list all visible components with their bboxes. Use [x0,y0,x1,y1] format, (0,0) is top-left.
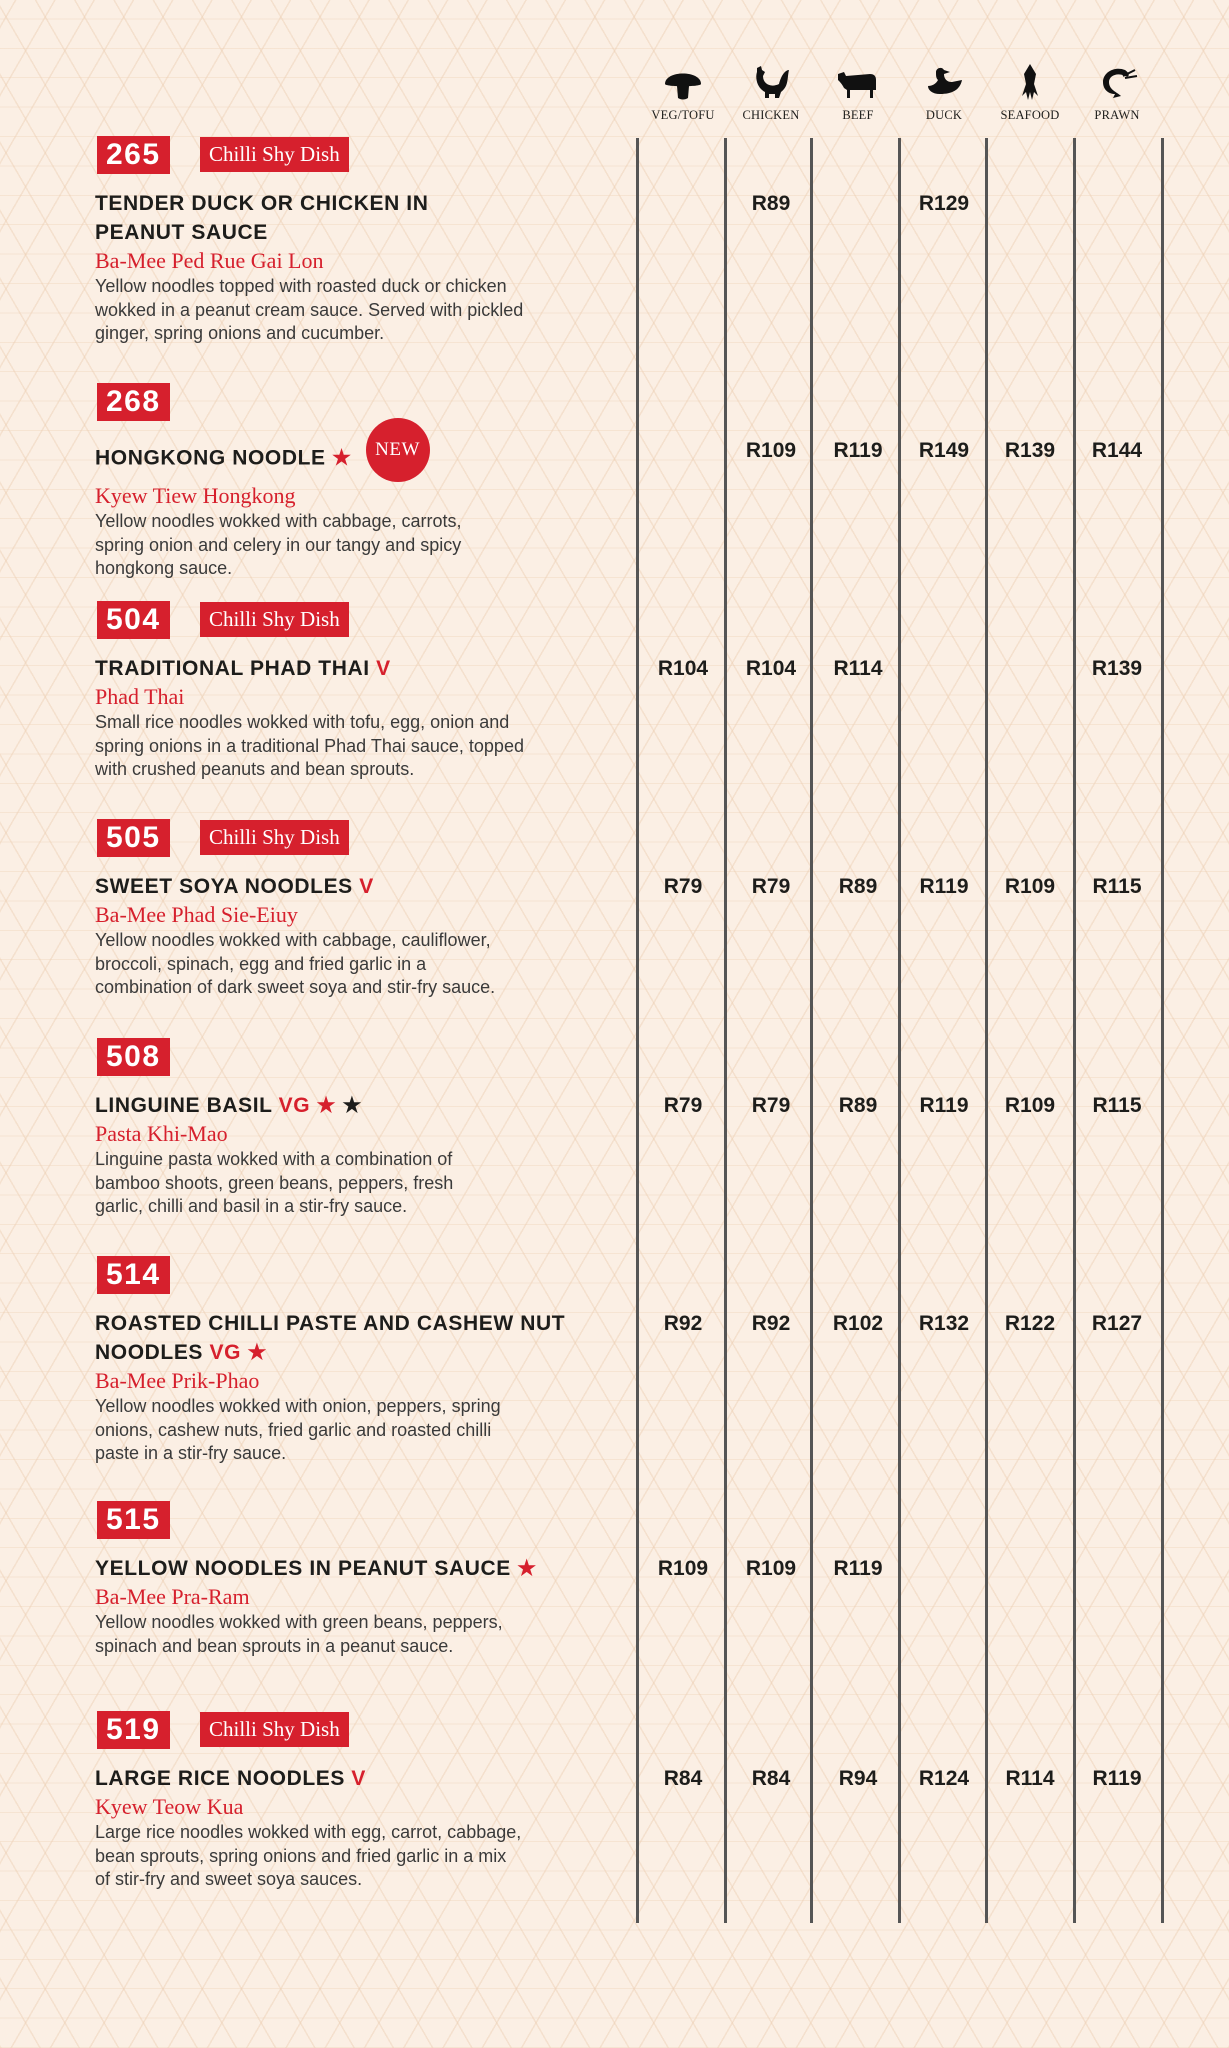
item-name-line: LARGE RICE NOODLES [95,1767,345,1790]
item-name-line: YELLOW NOODLES IN PEANUT SAUCE [95,1557,511,1580]
item-name [95,1309,615,1367]
item-thai-name: Phad Thai [95,684,185,709]
item-number-badge: 514 [97,1256,170,1294]
price-chicken: R79 [751,1094,791,1117]
item-name-line: LINGUINE BASIL [95,1094,273,1117]
description-line: spring onions in a traditional Phad Thai sauce, topped [95,735,524,756]
price-chicken: R92 [751,1312,791,1335]
price-duck: R149 [918,439,970,462]
item-thai-name: Ba-Mee Pra-Ram [95,1584,250,1609]
description-line: combination of dark sweet soya and stir-fry sauce. [95,977,496,997]
item-number-badge: 505 [97,819,170,857]
item-name-line: PEANUT SAUCE [95,221,268,244]
column-header-chicken [727,64,815,123]
item-thai-name: Kyew Teow Kua [95,1794,244,1819]
diet-marker: VG [278,1094,311,1117]
diet-marker: V [351,1767,367,1790]
price-mushroom: R84 [663,1767,703,1790]
item-name-line: SWEET SOYA NOODLES [95,875,353,898]
price-prawn: R119 [1092,1767,1142,1790]
item-name [95,1554,615,1583]
chilli-shy-badge: Chilli Shy Dish [200,1712,349,1747]
item-thai-name: Ba-Mee Phad Sie-Eiuy [95,902,298,927]
description-line: with crushed peanuts and bean sprouts. [95,759,415,779]
item-header [95,136,615,174]
price-chicken: R104 [745,657,797,680]
price-prawn: R115 [1092,1094,1142,1117]
item-description [95,1395,615,1466]
column-divider [1161,138,1164,1923]
column-divider [636,138,639,1923]
duck-icon [922,64,966,102]
description-line: Yellow noodles wokked with cabbage, carrots, [95,511,462,531]
price-cow: R94 [838,1767,878,1790]
chilli-shy-badge: Chilli Shy Dish [200,602,349,637]
column-header-duck [900,64,988,123]
description-line: onions, cashew nuts, fried garlic and roasted chilli [95,1419,492,1440]
description-line: garlic, chilli and basil in a stir-fry sauce. [95,1196,408,1216]
red-star-icon: ★ [247,1341,267,1364]
column-header-prawn [1073,64,1161,123]
item-name-line: TRADITIONAL PHAD THAI [95,657,370,680]
price-chicken: R84 [751,1767,791,1790]
chicken-icon [749,64,793,102]
column-divider [810,138,813,1923]
item-header [95,1038,615,1076]
column-header-veg [639,64,727,123]
item-description [95,711,615,782]
item-description [95,275,615,346]
price-prawn: R115 [1092,875,1142,898]
item-name-line: HONGKONG NOODLE [95,446,326,470]
price-mushroom: R109 [657,1557,709,1580]
price-mushroom: R79 [663,875,703,898]
description-line: Yellow noodles wokked with onion, peppers, spring [95,1396,501,1416]
price-duck: R129 [918,192,970,215]
price-duck: R119 [919,875,969,898]
red-star-icon: ★ [517,1557,537,1580]
description-line: hongkong sauce. [95,558,233,578]
item-description [95,929,615,1000]
column-label: BEEF [842,108,874,122]
price-chicken: R109 [745,1557,797,1580]
item-header [95,1501,615,1539]
menu-item [95,1711,615,1892]
cow-icon [836,64,880,102]
item-number-badge: 504 [97,601,170,639]
prawn-icon [1095,64,1139,102]
price-mushroom: R92 [663,1312,703,1335]
description-line: Yellow noodles topped with roasted duck or chicken [95,276,507,296]
item-number-badge: 265 [97,136,170,174]
description-line: bean sprouts, spring onions and fried garlic in a mix [95,1845,507,1866]
item-name [95,189,615,247]
diet-marker: V [376,657,391,680]
price-squid: R139 [1004,439,1056,462]
item-thai-name: Ba-Mee Ped Rue Gai Lon [95,248,324,273]
column-label: DUCK [925,108,963,122]
price-chicken: R89 [751,192,791,215]
column-divider [985,138,988,1923]
price-squid: R109 [1004,875,1056,898]
column-label: VEG/TOFU [651,108,715,122]
description-line: spring onion and celery in our tangy and spicy [95,534,462,555]
column-label: CHICKEN [742,108,800,122]
description-line: broccoli, spinach, egg and fried garlic in a [95,953,427,974]
price-chicken: R109 [745,439,797,462]
price-squid: R114 [1005,1767,1055,1790]
price-cow: R102 [832,1312,884,1335]
item-number-badge: 519 [97,1711,170,1749]
description-line: paste in a stir-fry sauce. [95,1443,287,1463]
diet-marker: VG [209,1341,242,1364]
item-description [95,1821,615,1892]
item-number-badge: 515 [97,1501,170,1539]
item-description [95,1611,615,1658]
diet-marker: V [359,875,374,898]
item-name [95,1764,615,1793]
chilli-shy-badge: Chilli Shy Dish [200,137,349,172]
item-header [95,1711,615,1749]
column-divider [1073,138,1076,1923]
item-description [95,510,615,581]
item-name [95,872,615,901]
item-number-badge: 508 [97,1038,170,1076]
mushroom-icon [661,64,705,102]
description-line: Large rice noodles wokked with egg, carrot, cabbage, [95,1822,522,1842]
column-divider [724,138,727,1923]
item-name [95,436,615,482]
menu-item [95,1256,615,1466]
item-thai-name: Kyew Tiew Hongkong [95,483,296,508]
new-badge: NEW [366,418,430,482]
menu-item [95,383,615,581]
price-squid: R122 [1004,1312,1056,1335]
item-header [95,601,615,639]
column-header-beef [814,64,902,123]
price-mushroom: R79 [663,1094,703,1117]
description-line: spinach and bean sprouts in a peanut sauce. [95,1635,454,1656]
price-cow: R119 [833,1557,883,1580]
price-prawn: R144 [1091,439,1143,462]
price-cow: R89 [838,875,878,898]
item-header [95,819,615,857]
price-cow: R119 [833,439,883,462]
item-number-badge: 268 [97,383,170,421]
price-cow: R114 [833,657,883,680]
price-duck: R124 [918,1767,970,1790]
item-name-line: NOODLES [95,1341,204,1364]
item-thai-name: Pasta Khi-Mao [95,1121,228,1146]
menu-item [95,1501,615,1658]
description-line: ginger, spring onions and cucumber. [95,323,385,343]
black-star-icon: ★ [342,1094,362,1117]
menu-item [95,1038,615,1219]
price-chicken: R79 [751,875,791,898]
price-prawn: R127 [1091,1312,1143,1335]
menu-item [95,601,615,782]
price-prawn: R139 [1091,657,1143,680]
column-divider [898,138,901,1923]
item-name-line: ROASTED CHILLI PASTE AND CASHEW NUT [95,1312,566,1335]
description-line: of stir-fry and sweet soya sauces. [95,1869,363,1889]
item-name [95,654,615,683]
column-header-seafood [986,64,1074,123]
chilli-shy-badge: Chilli Shy Dish [200,820,349,855]
item-name [95,1091,615,1120]
red-star-icon: ★ [316,1094,337,1117]
description-line: wokked in a peanut cream sauce. Served with pickled [95,299,524,320]
description-line: Yellow noodles wokked with green beans, peppers, [95,1612,503,1632]
description-line: Linguine pasta wokked with a combination of [95,1149,453,1169]
item-header [95,1256,615,1294]
description-line: Yellow noodles wokked with cabbage, cauliflower, [95,930,491,950]
description-line: bamboo shoots, green beans, peppers, fresh [95,1172,454,1193]
column-label: SEAFOOD [1000,108,1060,122]
description-line: Small rice noodles wokked with tofu, egg, onion and [95,712,510,732]
price-squid: R109 [1004,1094,1056,1117]
column-label: PRAWN [1094,108,1140,122]
item-name-line: TENDER DUCK OR CHICKEN IN [95,192,429,215]
price-duck: R132 [918,1312,970,1335]
price-cow: R89 [838,1094,878,1117]
price-duck: R119 [919,1094,969,1117]
item-header [95,383,615,421]
red-star-icon: ★ [332,446,352,470]
item-thai-name: Ba-Mee Prik-Phao [95,1368,260,1393]
menu-item [95,819,615,1000]
menu-item [95,136,615,346]
squid-icon [1008,64,1052,102]
price-mushroom: R104 [657,657,709,680]
item-description [95,1148,615,1219]
